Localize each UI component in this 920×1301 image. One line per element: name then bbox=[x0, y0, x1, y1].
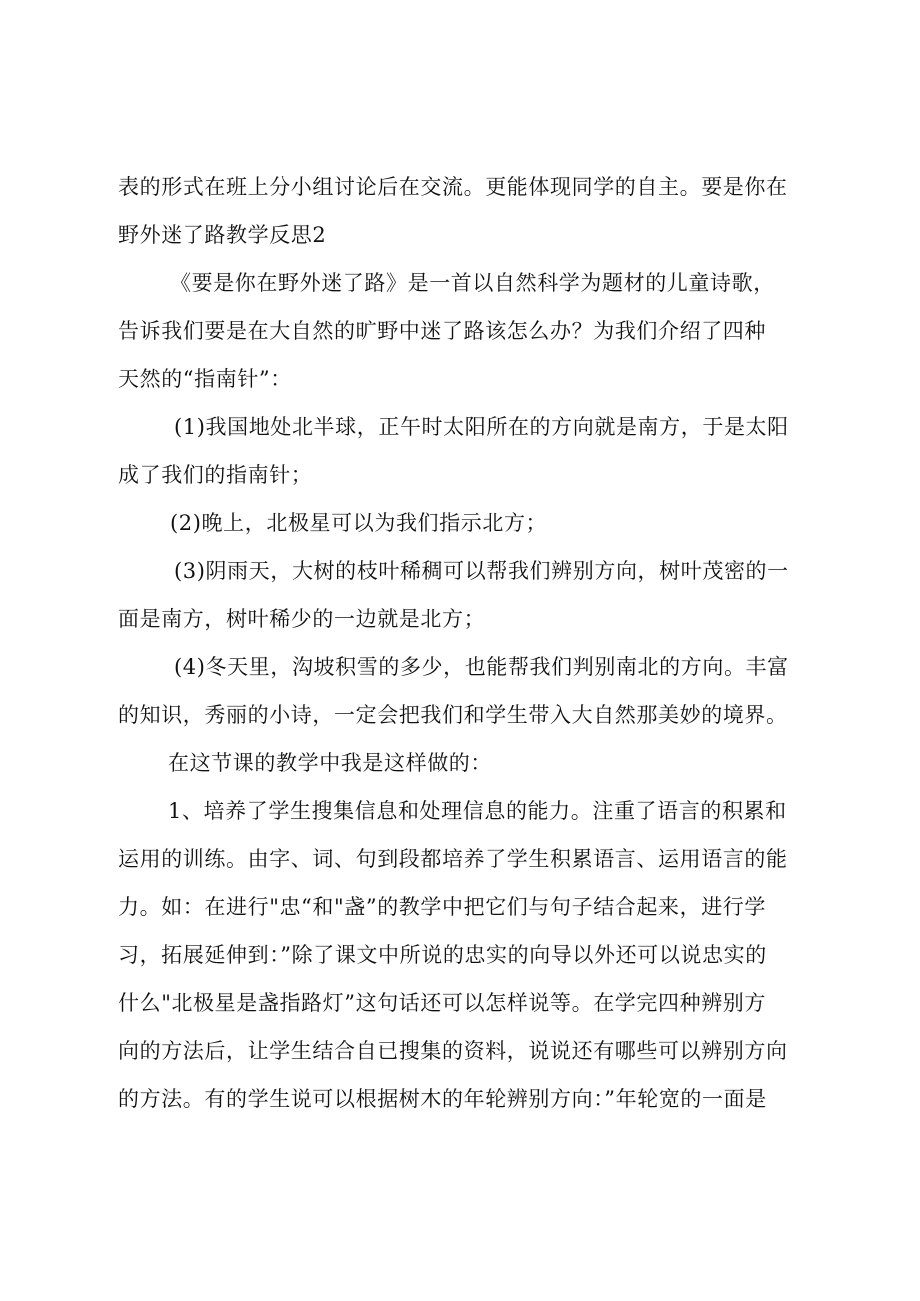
text-line: 的方法。有的学生说可以根据树木的年轮辨别方向：”年轮宽的一面是 bbox=[118, 1087, 767, 1111]
text-line: 力。如：在进行"忠“和"盏”的教学中把它们与句子结合起来，进行学 bbox=[118, 895, 766, 919]
text-line: (4)冬天里，沟坡积雪的多少，也能帮我们判别南北的方向。丰富 bbox=[174, 655, 789, 679]
text-line: 什么"北极星是盏指路灯”这句话还可以怎样说等。在学完四种辨别方 bbox=[118, 991, 766, 1015]
text-line: 告诉我们要是在大自然的旷野中迷了路该怎么办？为我们介绍了四种 bbox=[118, 319, 766, 343]
text-line: 在这节课的教学中我是这样做的： bbox=[168, 751, 492, 775]
text-line: 运用的训练。由字、词、句到段都培养了学生积累语言、运用语言的能 bbox=[118, 847, 788, 871]
text-line: 表的形式在班上分小组讨论后在交流。更能体现同学的自主。要是你在 bbox=[118, 175, 788, 199]
text-line: (1)我国地处北半球，正午时太阳所在的方向就是南方，于是太阳 bbox=[174, 415, 789, 439]
text-line: 向的方法后，让学生结合自已搜集的资料，说说还有哪些可以辨别方向 bbox=[118, 1039, 788, 1063]
text-line: 野外迷了路教学反思2 bbox=[118, 223, 327, 247]
text-line: 1、培养了学生搜集信息和处理信息的能力。注重了语言的积累和 bbox=[168, 799, 787, 823]
text-line: 《要是你在野外迷了路》是一首以自然科学为题材的儿童诗歌， bbox=[170, 271, 775, 295]
text-line: 成了我们的指南针； bbox=[118, 463, 313, 487]
text-line: 面是南方，树叶稀少的一边就是北方； bbox=[118, 607, 486, 631]
text-line: (2)晚上，北极星可以为我们指示北方； bbox=[170, 511, 548, 535]
text-line: 的知识，秀丽的小诗，一定会把我们和学生带入大自然那美妙的境界。 bbox=[118, 703, 788, 727]
text-line: 天然的“指南针”： bbox=[118, 367, 292, 391]
text-line: 习，拓展延伸到：”除了课文中所说的忠实的向导以外还可以说忠实的 bbox=[118, 943, 767, 967]
text-line: (3)阴雨天，大树的枝叶稀稠可以帮我们辨别方向，树叶茂密的一 bbox=[174, 559, 789, 583]
